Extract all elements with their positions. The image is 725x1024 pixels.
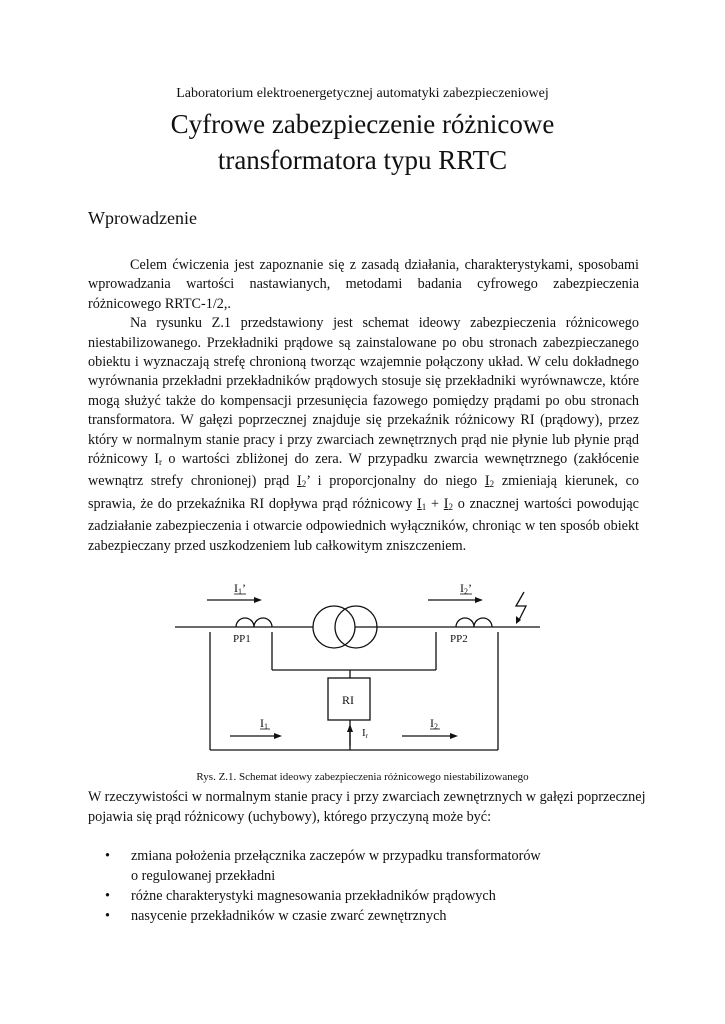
circuit-diagram bbox=[170, 570, 550, 770]
paragraph-causes: W rzeczywistości w normalnym stanie pracy i przy zwarciach zewnętrznych w gałęzi poprzecznej pojawia się prąd różnicowy (uchybowy), którego przyczyną może być: bbox=[88, 789, 646, 825]
subscript: r bbox=[158, 457, 162, 468]
prime-mark: ’ bbox=[306, 473, 310, 490]
figure-caption: Rys. Z.1. Schemat ideowy zabezpieczenia różnicowego niestabilizowanego bbox=[196, 771, 529, 783]
label-i1: I1 bbox=[260, 716, 268, 731]
bullet-icon: • bbox=[105, 848, 110, 864]
arrow-i2-prime-head bbox=[475, 597, 483, 603]
text-segment: o znacznej wartości powodując zadziałanie zabezpieczenia i otwarcie odpowiednich wyłączników, chroniąc w ten sposób obiekt zabezpieczany przed uszkodzeniem lub całkowitym zniszczeniem. bbox=[88, 495, 639, 554]
transformer-winding-left bbox=[313, 606, 355, 648]
document-header: Laboratorium elektroenergetycznej automatyki zabezpieczeniowej bbox=[176, 86, 549, 101]
pp1-coil-right bbox=[254, 618, 272, 627]
document-title bbox=[0, 106, 725, 178]
pp1-coil-left bbox=[236, 618, 254, 627]
plus-sign: + bbox=[426, 495, 444, 512]
label-i2-prime: I2’ bbox=[460, 581, 472, 596]
list-item: • różne charakterystyki magnesowania przekładników prądowych bbox=[105, 888, 496, 904]
arrow-i2-head bbox=[450, 733, 458, 739]
title-line-1: Cyfrowe zabezpieczenie różnicowe bbox=[170, 109, 555, 139]
text-segment: zmieniają kierunek, co sprawia, że do przekaźnika RI dopływa prąd różnicowy bbox=[88, 473, 639, 512]
label-ir: Ir bbox=[362, 727, 369, 740]
arrow-ir-head bbox=[347, 724, 353, 732]
label-pp2: PP2 bbox=[450, 633, 468, 645]
label-pp1: PP1 bbox=[233, 633, 251, 645]
causes-list bbox=[88, 846, 648, 926]
section-heading: Wprowadzenie bbox=[88, 208, 197, 228]
arrow-i1-prime-head bbox=[254, 597, 262, 603]
title-line-2: transformatora typu RRTC bbox=[217, 145, 508, 175]
arrow-i1-head bbox=[274, 733, 282, 739]
label-i1-prime: I1’ bbox=[234, 581, 246, 596]
label-ri: RI bbox=[342, 693, 354, 707]
text-segment: Na rysunku Z.1 przedstawiony jest schemat ideowy zabezpieczenia różnicowego niestabilizowanego. Przekładniki prądowe są zainstalowane po obu stronach zabezpieczanego obiektu i wyznaczają strefę chronioną tworząc wzajemnie połączony układ. W celu dokładnego wyrównania przekładni przekładników prądowych stosuje się przekładniki wyrównawcze, które mogą służyć także do kompensacji przesunięcia fazowego pomiędzy prądami po obu stronach transformatora. W gałęzi poprzecznej znajduje się przekaźnik różnicowy RI (prądowy), przez który w normalnym stanie pracy i przy zwarciach zewnętrznych prąd nie płynie lub płynie prąd różnicowy I bbox=[88, 315, 639, 468]
list-item: • zmiana położenia przełącznika zaczepów w przypadku transformatorów o regulowanej przekładni bbox=[105, 848, 541, 884]
symbol-i2: $I_2$ bbox=[443, 495, 453, 512]
text-segment: o wartości zbliżonej do zera. W przypadku zwarcia wewnętrznego (zakłócenie wewnątrz strefy chronionej) prąd bbox=[88, 451, 639, 490]
symbol-i2: $I_2$ bbox=[484, 473, 495, 490]
circuit-svg bbox=[170, 570, 550, 770]
text-segment: i proporcjonalny do niego bbox=[309, 473, 485, 490]
label-i2: I2 bbox=[430, 716, 438, 731]
bullet-icon: • bbox=[105, 888, 110, 904]
pp2-coil-right bbox=[474, 618, 492, 627]
body-text bbox=[88, 256, 639, 556]
list-item: • nasycenie przekładników w czasie zwarć zewnętrznych bbox=[105, 908, 447, 924]
paragraph-main bbox=[88, 314, 639, 556]
symbol-i1: $I_1$ bbox=[417, 495, 427, 512]
paragraph-intro: Celem ćwiczenia jest zapoznanie się z zasadą działania, charakterystykami, sposobami wprowadzania wartości nastawianych, metodami badania cyfrowego zabezpieczenia różnicowego RRTC-1/2,. bbox=[88, 257, 639, 312]
bullet-icon: • bbox=[105, 908, 110, 924]
pp2-coil-left bbox=[456, 618, 474, 627]
symbol-i2-prime: $I_2$ bbox=[296, 473, 307, 490]
